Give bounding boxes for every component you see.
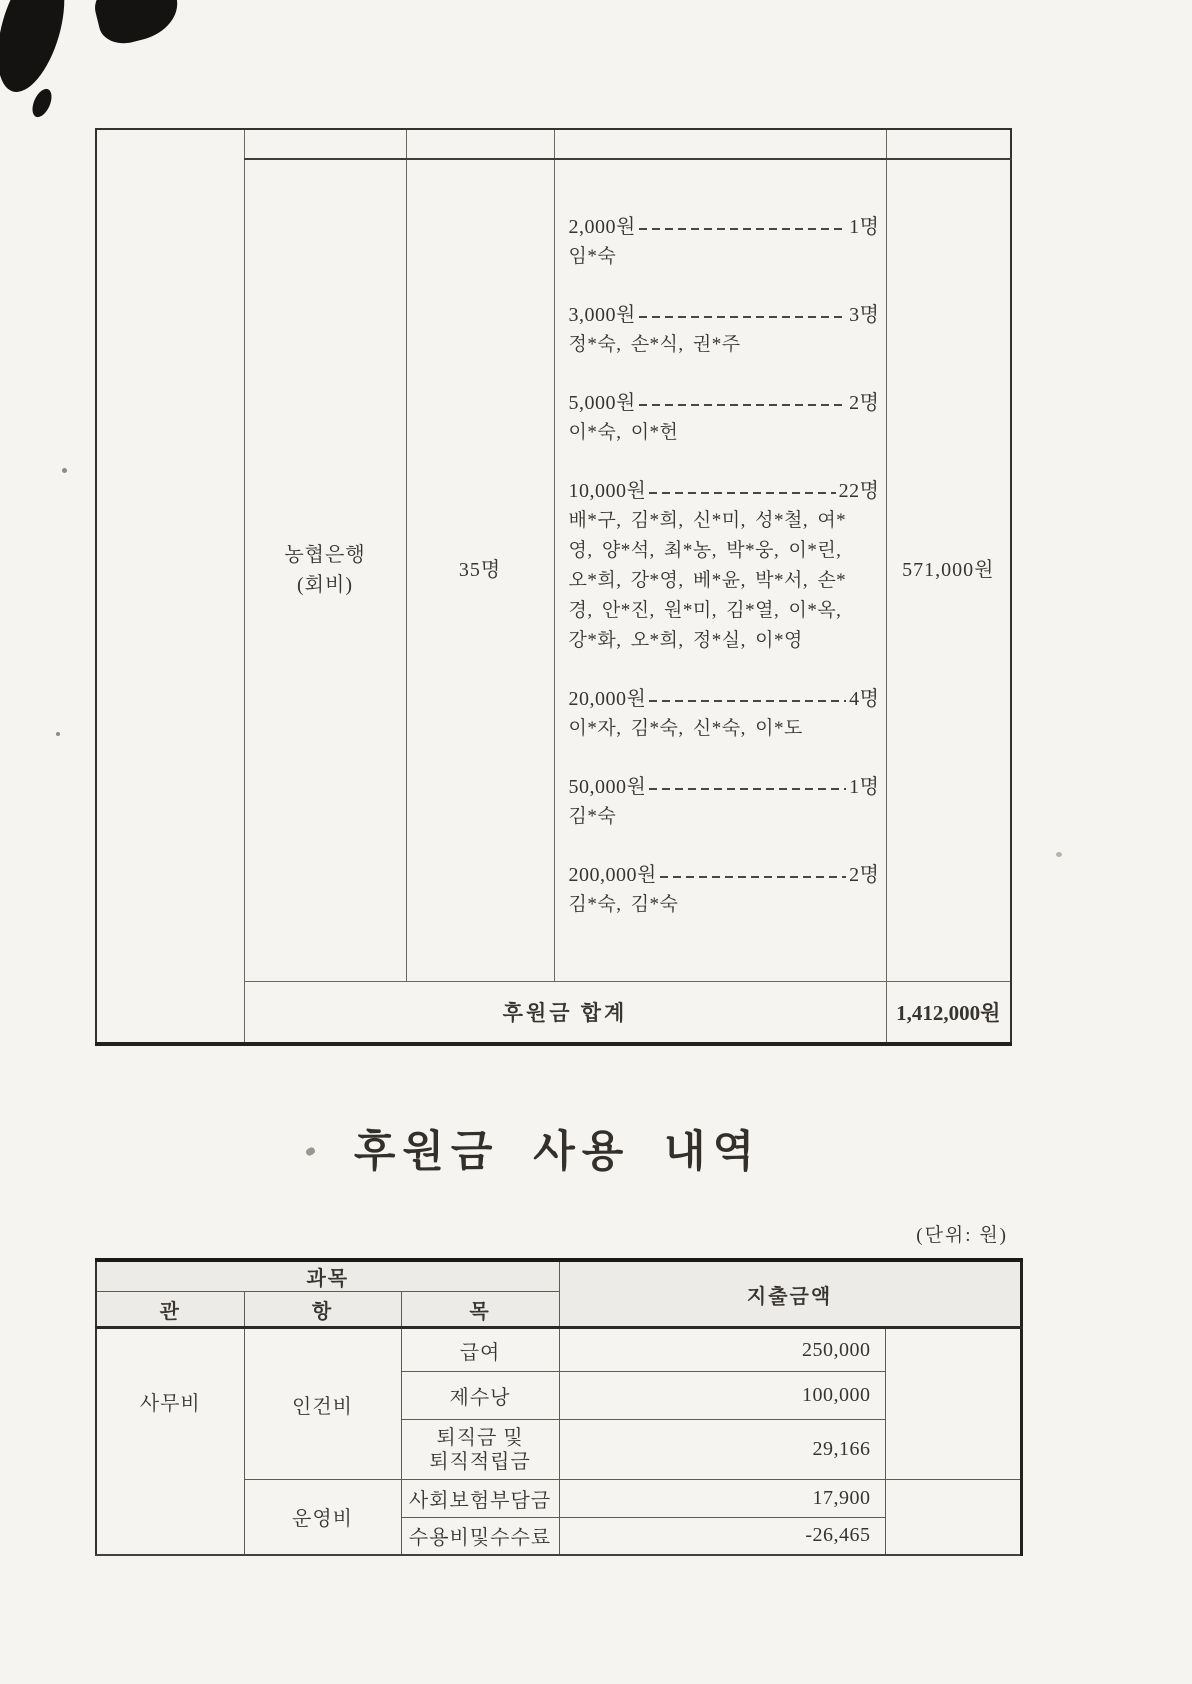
dash-leader [649,700,846,702]
subtotal-amount-cell: 571,000원 [886,159,1011,981]
mok-header: 목 [401,1292,559,1328]
donation-table [95,128,1012,1046]
mok-line: 퇴직적립금 [429,1450,531,1473]
mok-cell: 사회보험부담금 [401,1480,559,1518]
amount-cell: 100,000 [559,1372,885,1420]
donor-names: 배*구, 김*희, 신*미, 성*철, 여* [568,510,847,531]
scan-smudge [90,0,185,49]
amount-cell: 17,900 [559,1480,885,1518]
usage-header-row-1 [96,1260,1021,1292]
tier-amount: 5,000원 [568,392,636,414]
total-amount-cell: 1,412,000원 [886,981,1011,1044]
tier-amount: 3,000원 [568,304,636,326]
usage-table [95,1258,1023,1556]
dash-leader [639,228,846,230]
donor-names: 오*희, 강*영, 베*윤, 박*서, 손* [568,570,847,591]
donor-names: 이*자, 김*숙, 신*숙, 이*도 [568,718,803,739]
scan-speck [56,732,60,736]
tier-count: 22명 [838,480,880,502]
bank-sub-label: (회비) [297,574,353,597]
bank-name-cell [244,159,406,981]
empty-right-cell [885,1328,1021,1480]
unit-note: (단위: 원) [916,1225,1008,1246]
tier-count: 1명 [849,216,880,238]
gwan-header: 관 [96,1292,244,1328]
hang-operating-cell: 운영비 [244,1480,401,1555]
tier-count: 1명 [849,776,880,798]
dash-leader [639,404,846,406]
tier-amount: 10,000원 [568,480,647,502]
tier-amount: 2,000원 [568,216,636,238]
tier-count: 4명 [849,688,880,710]
donation-group [569,212,880,272]
donor-names: 영, 양*석, 최*농, 박*웅, 이*린, [568,540,842,561]
mok-cell: 제수낭 [401,1372,559,1420]
donation-group [569,300,880,360]
dash-leader [639,316,846,318]
donor-names: 정*숙, 손*식, 권*주 [568,334,741,355]
mok-cell [401,1420,559,1480]
table-continuation-strip [96,129,1011,159]
tier-count: 2명 [849,392,880,414]
bank-name: 농협은행 [284,544,366,567]
tier-amount: 50,000원 [568,776,647,798]
tier-count: 3명 [849,304,880,326]
donation-breakdown-cell [554,159,886,981]
donor-names: 임*숙 [568,246,617,267]
tier-count: 2명 [849,864,880,886]
usage-row [96,1328,1021,1372]
donor-names: 김*숙, 김*숙 [568,894,679,915]
total-label-cell: 후원금 합계 [244,981,886,1044]
donation-group [569,860,880,920]
gwan-value-cell: 사무비 [96,1328,244,1555]
donor-names: 경, 안*진, 원*미, 김*열, 이*옥, [568,600,842,621]
mok-cell: 수용비및수수료 [401,1518,559,1555]
amount-cell: 250,000 [559,1328,885,1372]
hang-header: 항 [244,1292,401,1328]
donor-count-cell: 35명 [406,159,554,981]
category-group-header: 과목 [96,1260,559,1292]
page-title: 후원금 사용 내역 [353,1129,762,1176]
empty-right-cell [885,1480,1021,1555]
donor-names: 김*숙 [568,806,617,827]
scan-speck [62,468,67,473]
dash-leader [649,788,846,790]
mok-cell: 급여 [401,1328,559,1372]
scan-speck [1056,852,1062,857]
scan-smudge [0,0,77,99]
scan-smudge [29,86,56,120]
donor-names: 이*숙, 이*헌 [568,422,679,443]
mok-line: 퇴직금 및 [436,1426,524,1449]
dash-leader [649,492,835,494]
tier-amount: 20,000원 [568,688,647,710]
donor-names: 강*화, 오*희, 정*실, 이*영 [568,630,803,651]
donation-group [569,476,880,656]
amount-cell: 29,166 [559,1420,885,1480]
hang-personnel-cell: 인건비 [244,1328,401,1480]
donation-group [569,388,880,448]
tier-amount: 200,000원 [568,864,657,886]
dash-leader [660,876,846,878]
amount-cell: -26,465 [559,1518,885,1555]
donation-group [569,772,880,832]
empty-left-column [96,129,244,1044]
amount-header: 지출금액 [559,1260,1021,1328]
donation-group [569,684,880,744]
